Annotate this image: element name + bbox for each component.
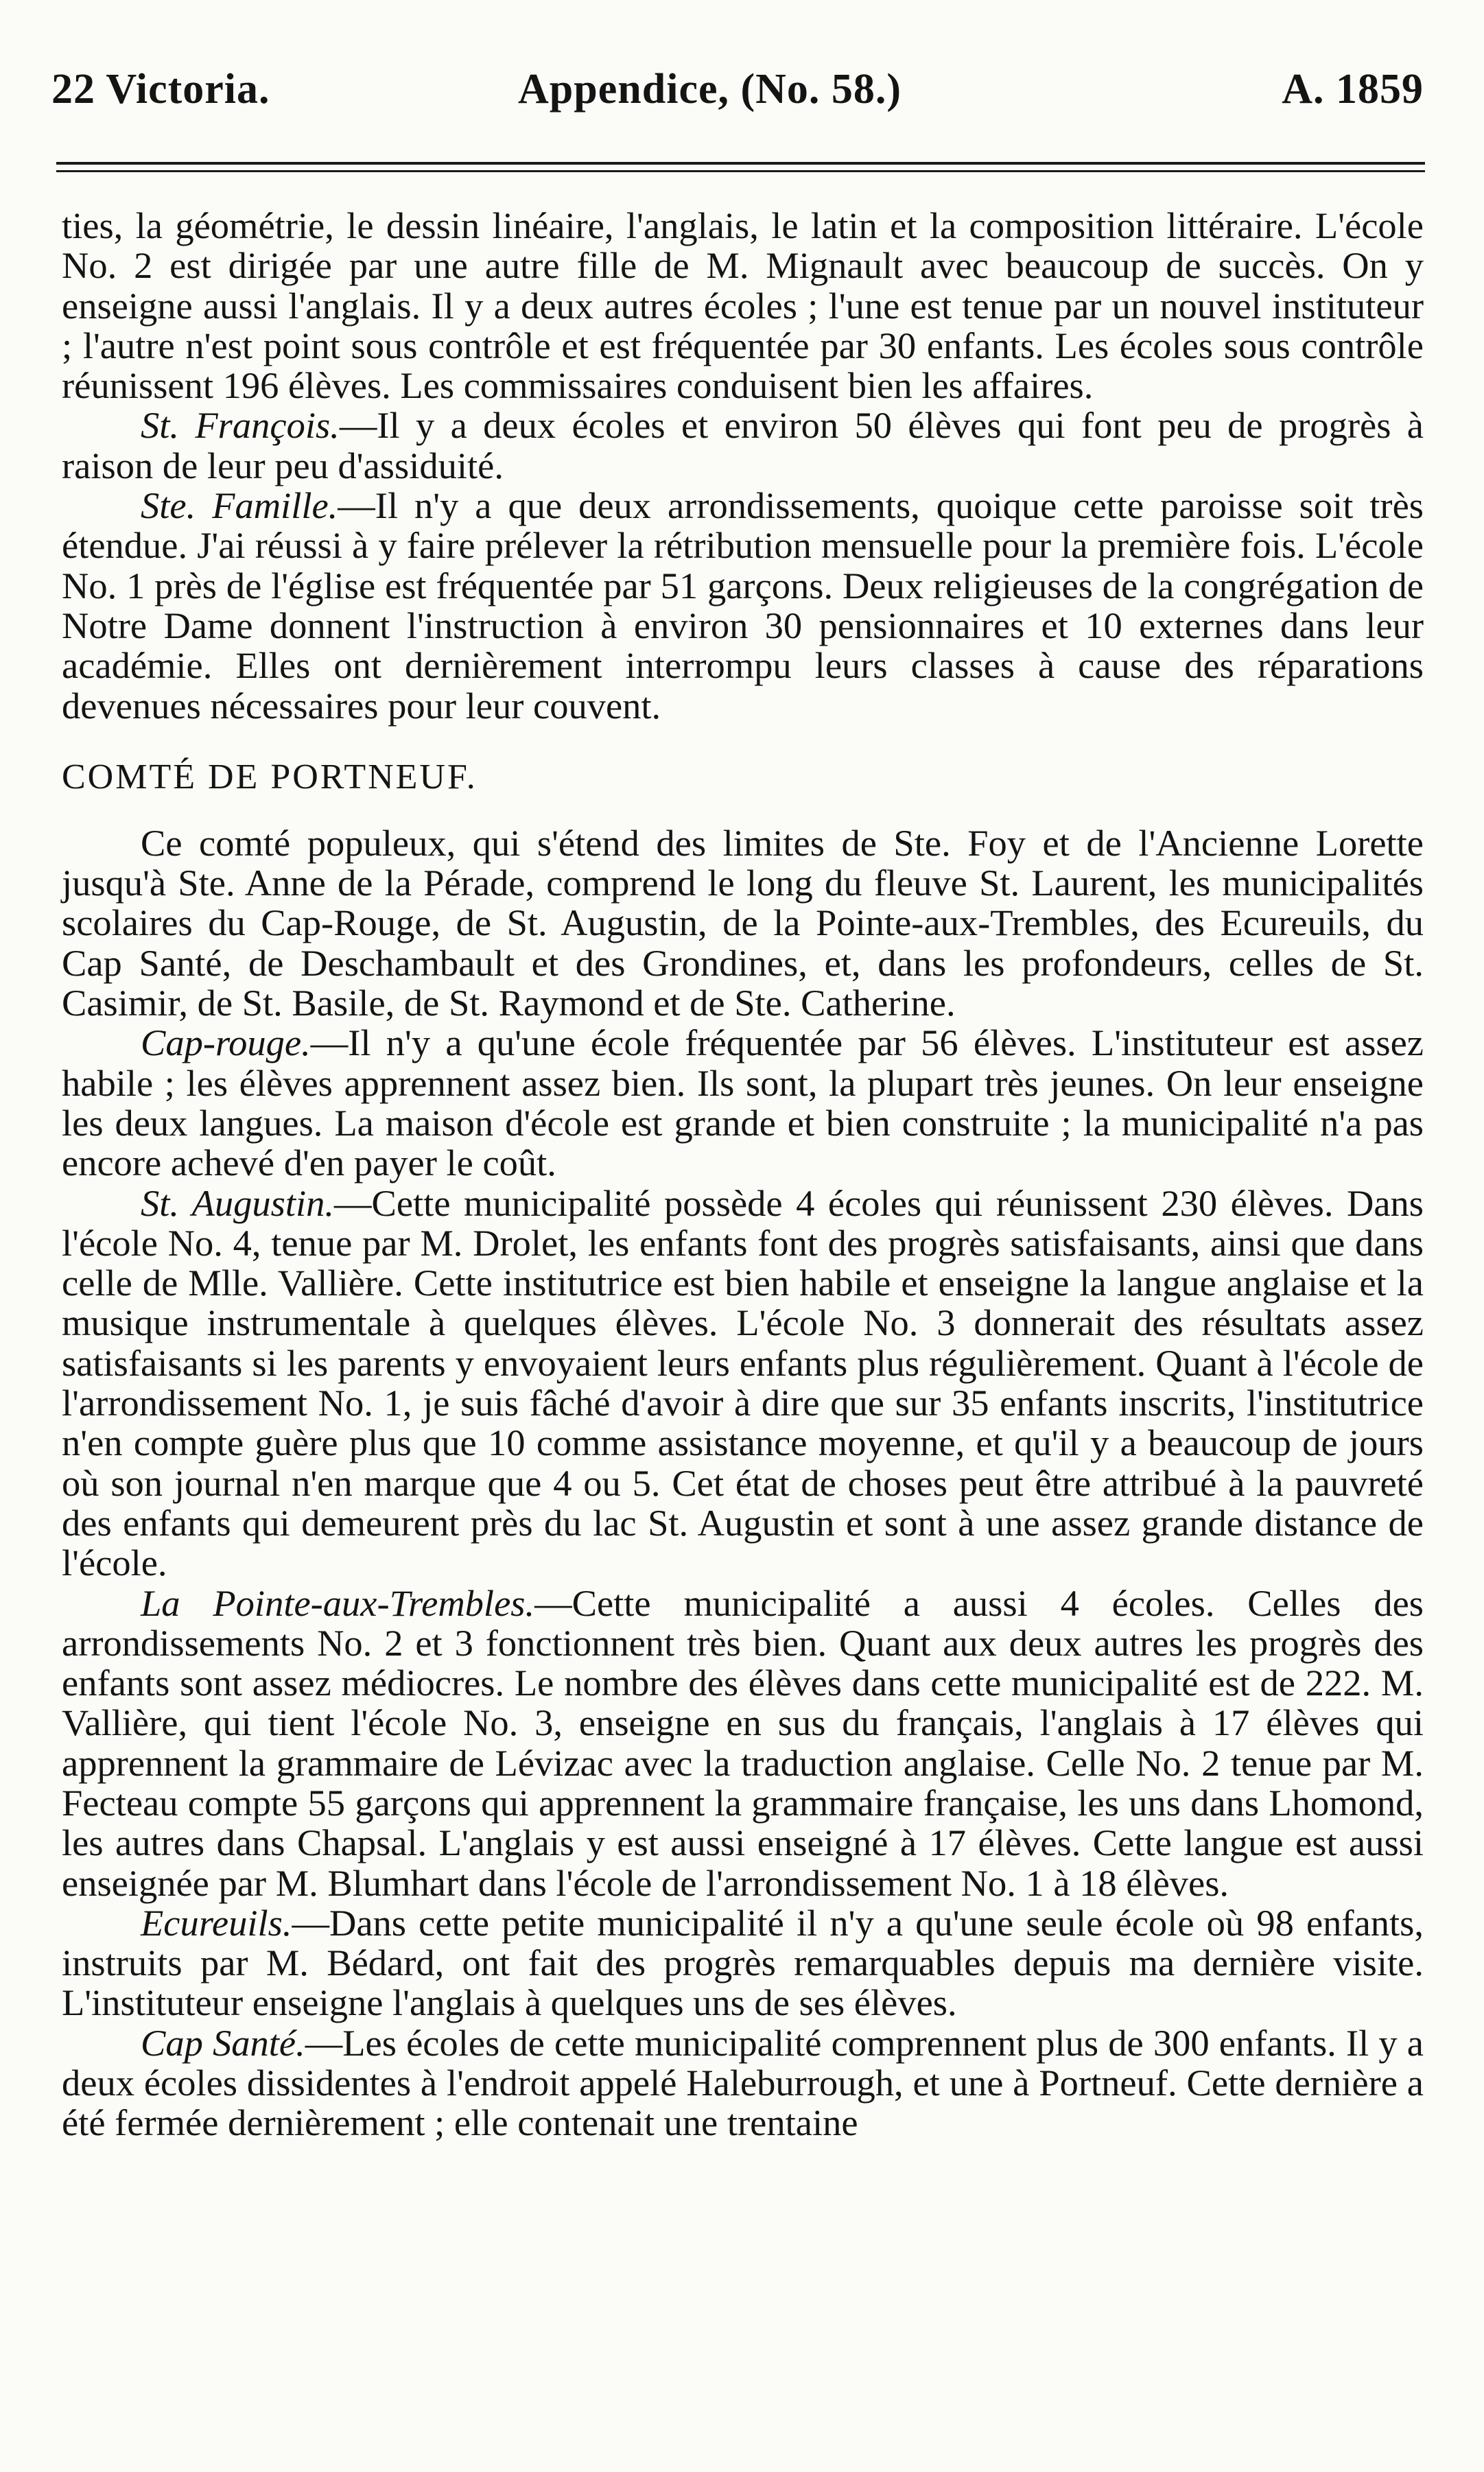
paragraph-continuation (62, 206, 1424, 405)
running-header (51, 65, 1424, 127)
paragraph-text: —Il n'y a qu'une école fréquentée par 56 élèves. L'instituteur est assez habile ; les élèves apprennent assez bien. Ils sont, la plupart très jeunes. On leur enseigne les deux langues. La maison d'école est grande et bien construite ; la municipalité n'a pas encore achevé d'en payer le coût. (62, 1022, 1424, 1184)
header-rule-bottom (56, 170, 1425, 172)
paragraph-cap-rouge (62, 1023, 1424, 1183)
header-rule-top (56, 162, 1425, 165)
paragraph-st-francois (62, 405, 1424, 486)
paragraph-heading: Cap-rouge. (141, 1022, 311, 1064)
paragraph-heading: Cap Santé. (141, 2021, 305, 2064)
header-right: A. 1859 (1282, 66, 1424, 113)
paragraph-heading: St. Augustin. (141, 1181, 334, 1224)
paragraph-heading: Ste. Famille. (141, 484, 338, 527)
paragraph-st-augustin (62, 1181, 1424, 1584)
body-text (62, 206, 1424, 2143)
paragraph-portneuf-intro (62, 823, 1424, 1023)
paragraph-text: —Cette municipalité a aussi 4 écoles. Celles des arrondissements No. 2 et 3 fonctionnent très bien. Quant aux deux autres les progrès des enfants sont assez médiocres. Le nombre des élèves dans cette municipalité est de 222. M. Vallière, qui tient l'école No. 3, enseigne en sus du français, l'anglais à 17 élèves qui apprennent la grammaire de Lévizac avec la traduction anglaise. Celle No. 2 tenue par M. Fecteau compte 55 garçons qui apprennent la grammaire française, les uns dans Lhomond, les autres dans Chapsal. L'anglais y est aussi enseigné à 17 élèves. Cette langue est aussi enseignée par M. Blumhart dans l'école de l'arrondissement No. 1 à 18 élèves. (62, 1581, 1424, 1904)
paragraph-text: —Il n'y a que deux arrondissements, quoique cette paroisse soit très étendue. J'ai réussi à y faire prélever la rétribution mensuelle pour la première fois. L'école No. 1 près de l'église est fréquentée par 51 garçons. Deux religieuses de la congrégation de Notre Dame donnent l'instruction à environ 30 pensionnaires et 10 externes dans leur académie. Elles ont dernièrement interrompu leurs classes à cause des réparations devenues nécessaires pour leur couvent. (62, 484, 1424, 727)
paragraph-ecureuils (62, 1903, 1424, 2023)
header-left: 22 Victoria. (51, 66, 270, 113)
paragraph-text: —Il y a deux écoles et environ 50 élèves qui font peu de progrès à raison de leur peu d'assiduité. (62, 404, 1424, 486)
paragraph-text: Ce comté populeux, qui s'étend des limites de Ste. Foy et de l'Ancienne Lorette jusqu'à Ste. Anne de la Pérade, comprend le long du fleuve St. Laurent, les municipalités scolaires du Cap-Rouge, de St. Augustin, de la Pointe-aux-Trembles, des Ecureuils, du Cap Santé, de Deschambault et des Grondines, et, dans les profondeurs, celles de St. Casimir, de St. Basile, de St. Raymond et de Ste. Catherine. (62, 821, 1424, 1024)
paragraph-heading: Ecureuils. (141, 1901, 292, 1944)
paragraph-pointe-aux-trembles (62, 1581, 1424, 1904)
header-center: Appendice, (No. 58.) (518, 66, 902, 113)
paragraph-text: ties, la géométrie, le dessin linéaire, l'anglais, le latin et la composition littéraire. L'école No. 2 est dirigée par une autre fille de M. Mignault avec beaucoup de succès. On y enseigne aussi l'anglais. Il y a deux autres écoles ; l'une est tenue par un nouvel instituteur ; l'autre n'est point sous contrôle et est fréquentée par 30 enfants. Les écoles sous contrôle réunissent 196 élèves. Les commissaires conduisent bien les affaires. (62, 204, 1424, 407)
paragraph-text: —Dans cette petite municipalité il n'y a qu'une seule école où 98 enfants, instruits par M. Bédard, ont fait des progrès remarquables depuis ma dernière visite. L'instituteur enseigne l'anglais à quelques uns de ses élèves. (62, 1901, 1424, 2024)
section-heading: COMTÉ DE PORTNEUF. (62, 757, 478, 797)
paragraph-text: —Cette municipalité possède 4 écoles qui réunissent 230 élèves. Dans l'école No. 4, tenue par M. Drolet, les enfants font des progrès satisfaisants, ainsi que dans celle de Mlle. Vallière. Cette institutrice est bien habile et enseigne la langue anglaise et la musique instrumentale à quelques élèves. L'école No. 3 donnerait des résultats assez satisfaisants si les parents y envoyaient leurs enfants plus régulièrement. Quant à l'école de l'arrondissement No. 1, je suis fâché d'avoir à dire que sur 35 enfants inscrits, l'institutrice n'en compte guère plus que 10 comme assistance moyenne, et qu'il y a beaucoup de jours où son journal n'en marque que 4 ou 5. Cet état de choses peut être attribué à la pauvreté des enfants qui demeurent près du lac St. Augustin et sont à une assez grande distance de l'école. (62, 1181, 1424, 1584)
paragraph-cap-sante (62, 2023, 1424, 2143)
paragraph-heading: La Pointe-aux-Trembles. (141, 1581, 535, 1624)
paragraph-heading: St. François. (141, 404, 340, 447)
paragraph-text: —Les écoles de cette municipalité comprennent plus de 300 enfants. Il y a deux écoles dissidentes à l'endroit appelé Haleburrough, et une à Portneuf. Cette dernière a été fermée dernièrement ; elle contenait une trentaine (62, 2021, 1424, 2144)
paragraph-ste-famille (62, 486, 1424, 726)
